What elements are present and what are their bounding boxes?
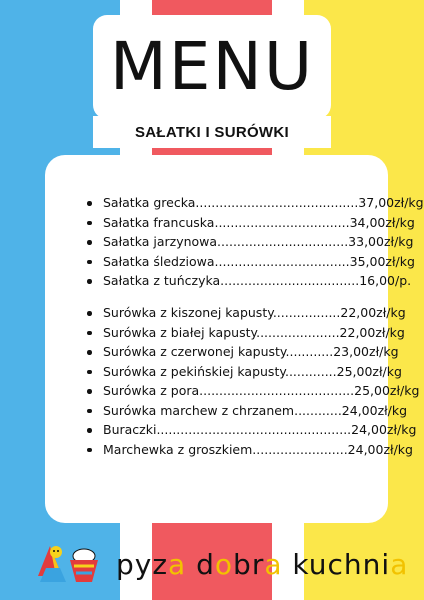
subtitle-box <box>93 116 331 148</box>
logo-icon <box>36 538 102 586</box>
menu-item: Surówka z czerwonej kapusty............23,00zł/kg <box>87 342 419 362</box>
title-box <box>93 15 331 119</box>
menu-item: Surówka z kiszonej kapusty.................22,00zł/kg <box>87 303 419 323</box>
surowki-list <box>87 303 419 459</box>
menu-item: Sałatka śledziowa..................................35,00zł/kg <box>87 252 424 272</box>
menu-item: Marchewka z groszkiem........................24,00zł/kg <box>87 440 419 460</box>
menu-card <box>45 155 424 523</box>
menu-item: Buraczki.................................................24,00zł/kg <box>87 420 419 440</box>
menu-item: Surówka z pekińskiej kapusty.............25,00zł/kg <box>87 362 419 382</box>
page-title: MENU <box>109 28 315 105</box>
menu-item: Surówka marchew z chrzanem............24,00zł/kg <box>87 401 419 421</box>
menu-item: Surówka z pora.......................................25,00zł/kg <box>87 381 419 401</box>
footer <box>36 538 416 588</box>
section-title: SAŁATKI I SURÓWKI <box>135 123 289 141</box>
menu-item: Sałatka jarzynowa.................................33,00zł/kg <box>87 232 424 252</box>
menu-item: Sałatka z tuńczyka...................................16,00/p. <box>87 271 424 291</box>
menu-item: Sałatka grecka.........................................37,00zł/kg <box>87 193 424 213</box>
menu-item: Sałatka francuska..................................34,00zł/kg <box>87 213 424 233</box>
menu-item: Surówka z białej kapusty.....................22,00zł/kg <box>87 323 419 343</box>
brand-name: pyza dobra kuchnia <box>116 548 409 581</box>
salads-list <box>87 193 424 291</box>
